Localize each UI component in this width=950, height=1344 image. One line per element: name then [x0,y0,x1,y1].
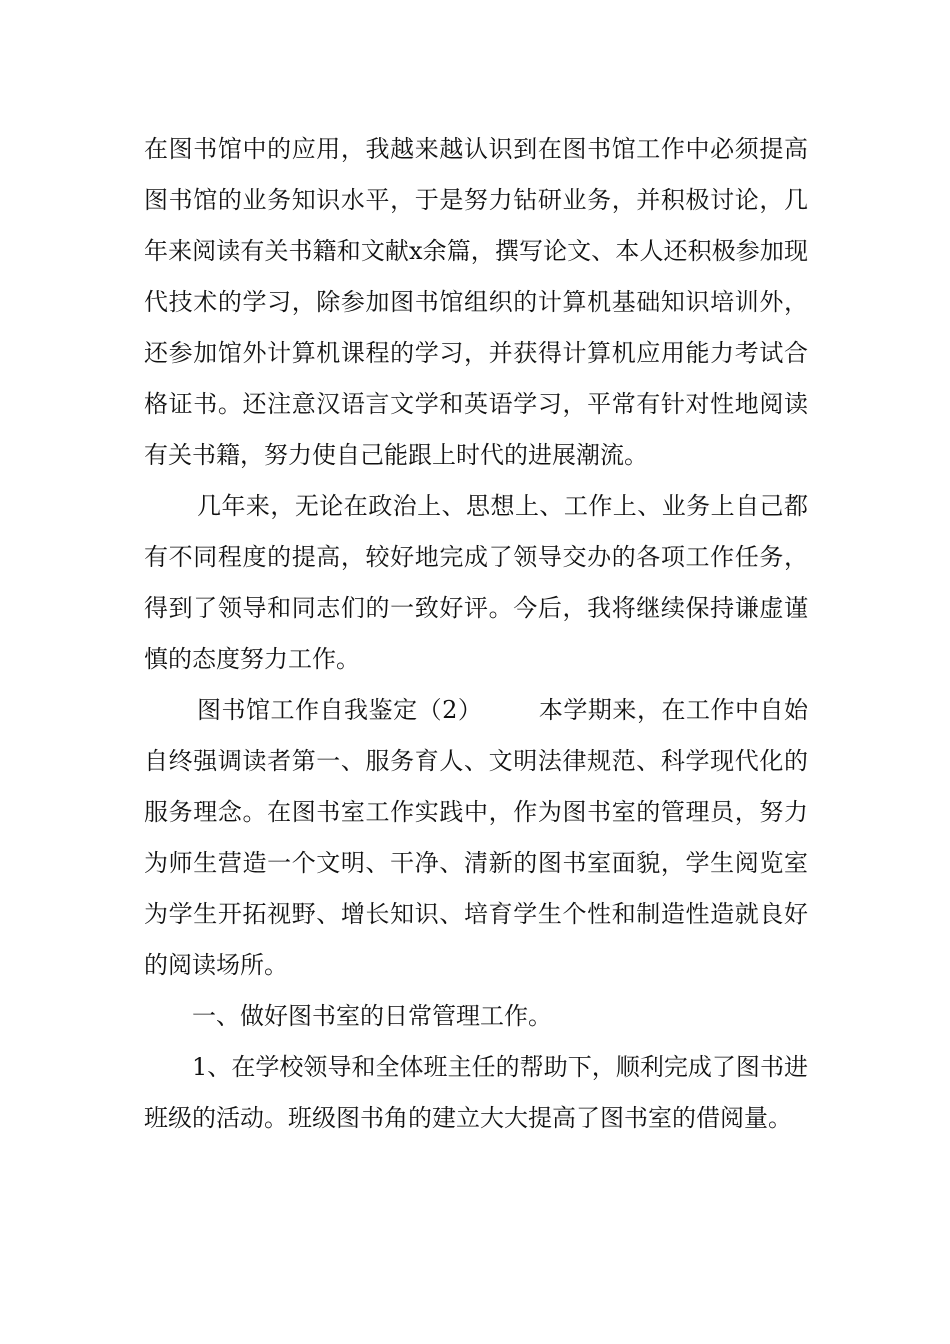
section-body: 本学期来，在工作中自始自终强调读者第一、服务育人、文明法律规范、科学现代化的服务理念。在图书室工作实践中，作为图书室的管理员，努力为师生营造一个文明、干净、清新的图书室面貌，学生阅览室为学生开拓视野、增长知识、培育学生个性和制造性造就良好的阅读场所。 [144,696,808,979]
list-item-1: 1、在学校领导和全体班主任的帮助下，顺利完成了图书进班级的活动。班级图书角的建立大大提高了图书室的借阅量。 [144,1053,808,1132]
paragraph-summary: 几年来，无论在政治上、思想上、工作上、业务上自己都有不同程度的提高，较好地完成了领导交办的各项工作任务，得到了领导和同志们的一致好评。今后，我将继续保持谦虚谨慎的态度努力工作。 [144,492,808,673]
document-body [144,124,808,1144]
heading-daily-management: 一、做好图书室的日常管理工作。 [192,1002,552,1030]
paragraph-self-assessment-2 [144,685,808,991]
section-title: 图书馆工作自我鉴定（2） [197,696,483,724]
paragraph-library-study: 在图书馆中的应用，我越来越认识到在图书馆工作中必须提高图书馆的业务知识水平，于是努力钻研业务，并积极讨论，几年来阅读有关书籍和文献x余篇，撰写论文、本人还积极参加现代技术的学习，除参加图书馆组织的计算机基础知识培训外，还参加馆外计算机课程的学习，并获得计算机应用能力考试合格证书。还注意汉语言文学和英语学习，平常有针对性地阅读有关书籍，努力使自己能跟上时代的进展潮流。 [144,135,808,469]
